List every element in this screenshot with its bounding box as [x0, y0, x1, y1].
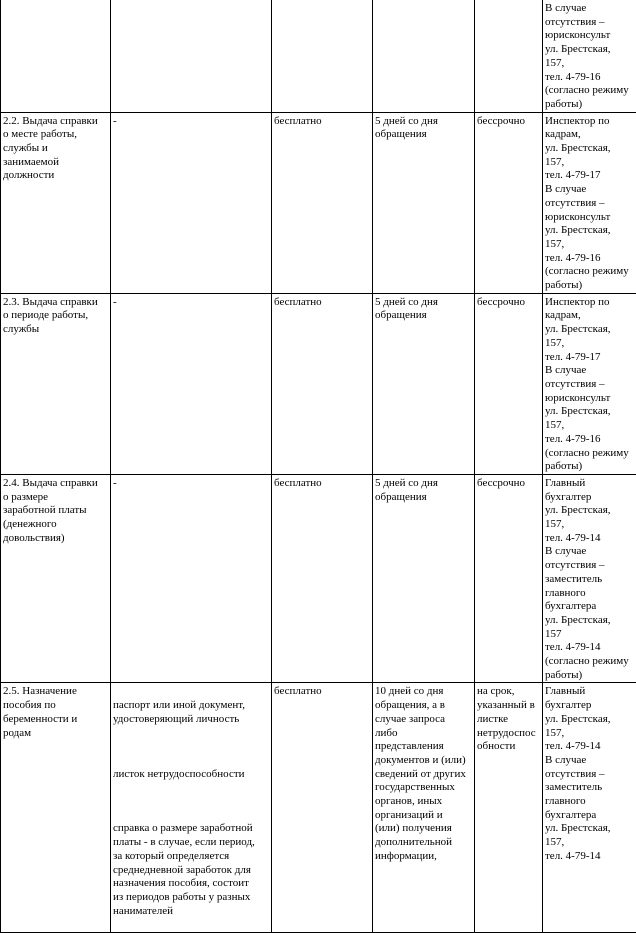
- table-row: [1, 293, 636, 474]
- documents-cell: [111, 683, 272, 933]
- procedure-cell: 2.5. Назначение пособия по беременности и родам: [1, 683, 111, 933]
- documents-cell: -: [111, 112, 272, 293]
- document-item-salary-certificate: справка о размере заработной платы - в случае, если период, за который определяется среднедневной заработок для назначения пособия, состоит из периодов работы у разных нанимателей: [113, 822, 270, 918]
- validity-cell: бессрочно: [475, 293, 543, 474]
- fee-cell: бесплатно: [272, 474, 373, 683]
- term-cell: 5 дней со дня обращения: [373, 474, 475, 683]
- procedure-cell: 2.3. Выдача справки о периоде работы, службы: [1, 293, 111, 474]
- table-row: [1, 474, 636, 683]
- table-row: [1, 112, 636, 293]
- validity-cell: бессрочно: [475, 112, 543, 293]
- fee-cell: бесплатно: [272, 293, 373, 474]
- documents-cell: -: [111, 474, 272, 683]
- term-cell: 5 дней со дня обращения: [373, 293, 475, 474]
- procedure-cell: [1, 0, 111, 112]
- validity-cell: на срок, указанный в листке нетрудоспос обности: [475, 683, 543, 933]
- fee-cell: бесплатно: [272, 112, 373, 293]
- document-item-passport: паспорт или иной документ, удостоверяющий личность: [113, 699, 270, 726]
- table-row: [1, 683, 636, 933]
- validity-cell: бессрочно: [475, 474, 543, 683]
- table-row: [1, 0, 636, 112]
- responsible-cell: Инспектор по кадрам, ул. Брестская, 157, тел. 4-79-17 В случае отсутствия – юрисконсульт ул. Брестская, 157, тел. 4-79-16 (согласно режиму работы): [543, 112, 636, 293]
- procedure-cell: 2.2. Выдача справки о месте работы, службы и занимаемой должности: [1, 112, 111, 293]
- responsible-cell: Главный бухгалтер ул. Брестская, 157, тел. 4-79-14 В случае отсутствия – заместитель главного бухгалтера ул. Брестская, 157, тел. 4-79-14: [543, 683, 636, 933]
- fee-cell: бесплатно: [272, 683, 373, 933]
- term-cell: 5 дней со дня обращения: [373, 112, 475, 293]
- responsible-cell: Инспектор по кадрам, ул. Брестская, 157, тел. 4-79-17 В случае отсутствия – юрисконсульт ул. Брестская, 157, тел. 4-79-16 (согласно режиму работы): [543, 293, 636, 474]
- documents-cell: [111, 0, 272, 112]
- documents-cell: -: [111, 293, 272, 474]
- fee-cell: [272, 0, 373, 112]
- term-cell: [373, 0, 475, 112]
- validity-cell: [475, 0, 543, 112]
- term-cell: 10 дней со дня обращения, а в случае запроса либо представления документов и (или) сведений от других государственных органов, иных организаций и (или) получения дополнительной информации,: [373, 683, 475, 933]
- responsible-cell: Главный бухгалтер ул. Брестская, 157, тел. 4-79-14 В случае отсутствия – заместитель главного бухгалтера ул. Брестская, 157 тел. 4-79-14 (согласно режиму работы): [543, 474, 636, 683]
- document-item-sick-leave: листок нетрудоспособности: [113, 768, 270, 782]
- responsible-cell: В случае отсутствия – юрисконсульт ул. Брестская, 157, тел. 4-79-16 (согласно режиму работы): [543, 0, 636, 112]
- procedure-cell: 2.4. Выдача справки о размере заработной платы (денежного довольствия): [1, 474, 111, 683]
